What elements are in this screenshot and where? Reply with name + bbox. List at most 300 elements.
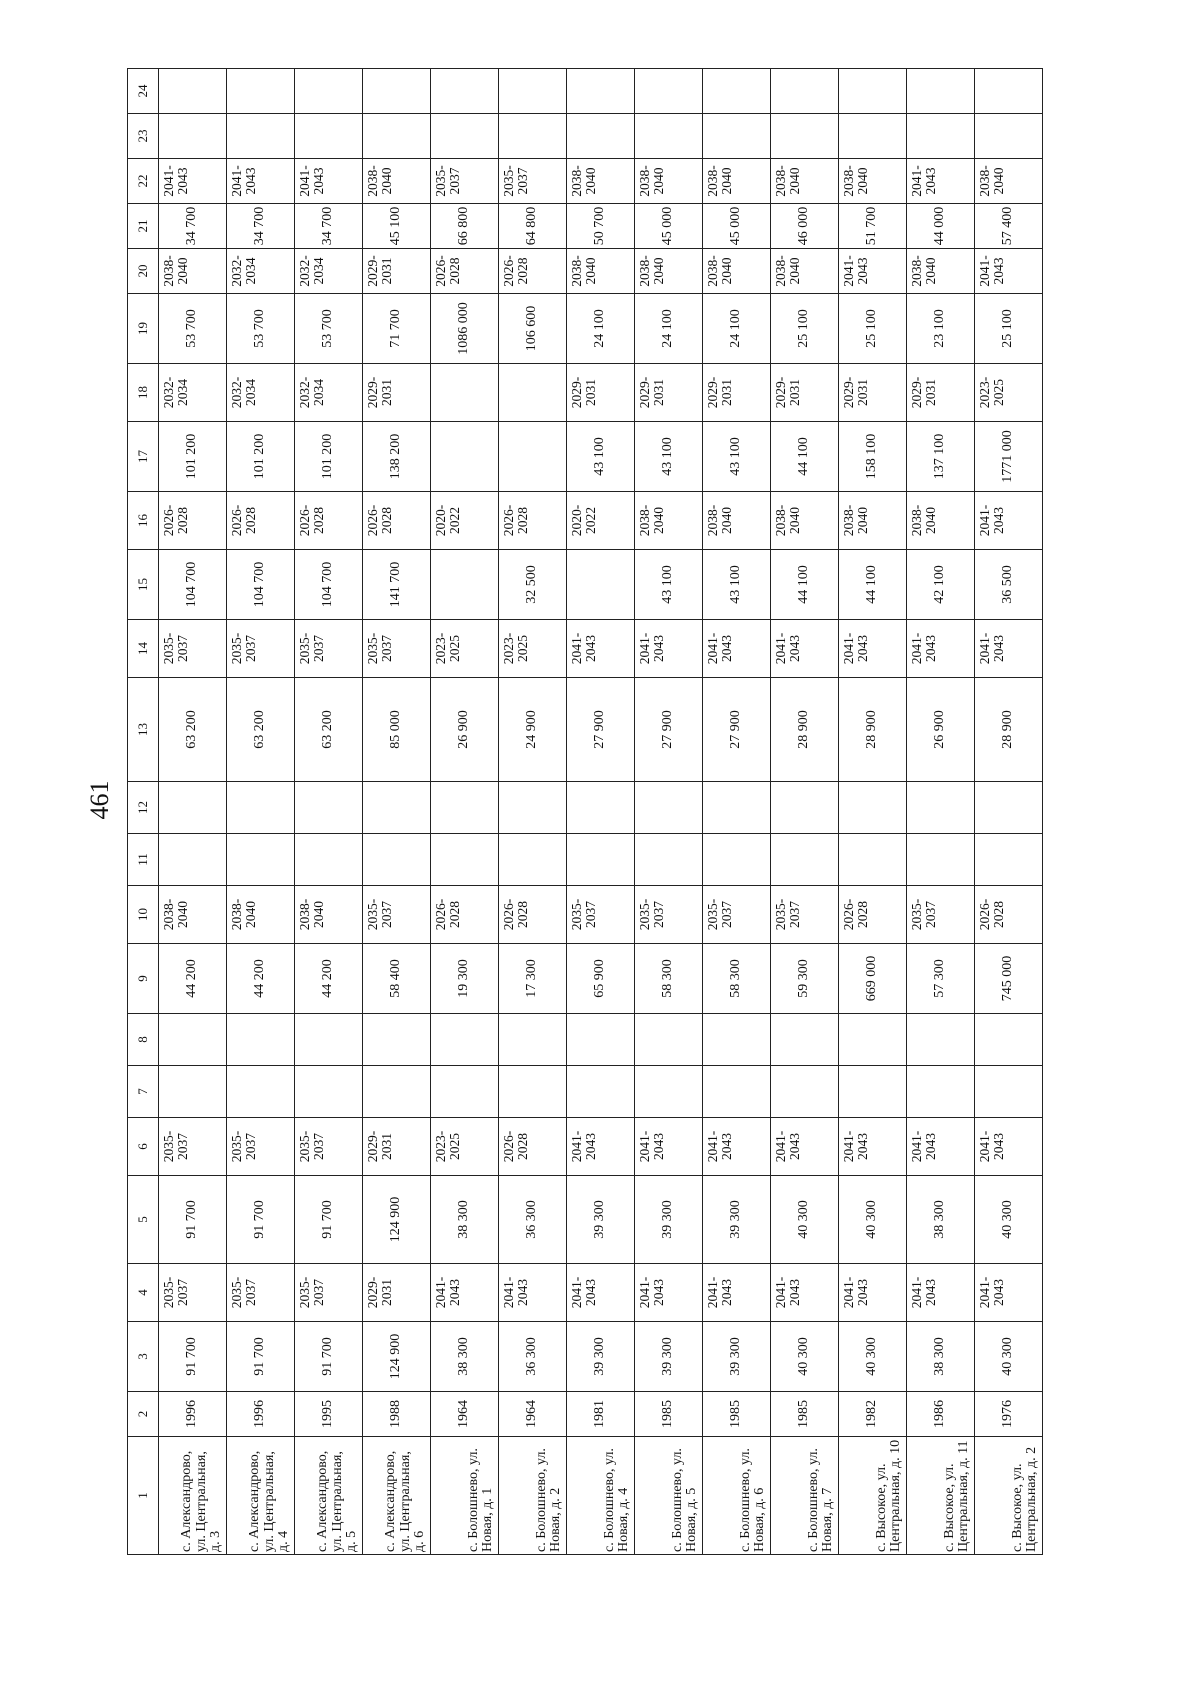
table-cell	[363, 1066, 431, 1118]
cost-cell: 23 100	[907, 294, 975, 364]
period-cell: 2041-2043	[975, 492, 1043, 550]
column-number-cell: 17	[128, 422, 159, 492]
cost-cell: 104 700	[227, 550, 295, 620]
period-cell: 2035-2037	[295, 1264, 363, 1322]
period-cell: 2029-2031	[363, 1118, 431, 1176]
period-cell: 2038-2040	[363, 159, 431, 204]
cost-cell: 19 300	[431, 944, 499, 1014]
cost-cell: 91 700	[159, 1322, 227, 1392]
column-number-cell: 13	[128, 678, 159, 782]
table-cell	[975, 834, 1043, 886]
period-cell: 2041-2043	[975, 620, 1043, 678]
cost-cell: 53 700	[159, 294, 227, 364]
cost-cell: 104 700	[295, 550, 363, 620]
table-row	[907, 69, 975, 1555]
cost-cell: 28 900	[771, 678, 839, 782]
cost-cell: 44 100	[771, 550, 839, 620]
table-cell	[703, 782, 771, 834]
cost-cell: 63 200	[295, 678, 363, 782]
address-cell: с. Александрово, ул. Центральная, д. 3	[159, 1437, 227, 1555]
address-cell: с. Болошнево, ул. Новая, д. 2	[499, 1437, 567, 1555]
period-cell: 2041-2043	[703, 1264, 771, 1322]
period-cell: 2041-2043	[703, 1118, 771, 1176]
address-cell: с. Высокое, ул. Центральная, д. 2	[975, 1437, 1043, 1555]
period-cell: 2023-2025	[975, 364, 1043, 422]
table-cell	[635, 114, 703, 159]
period-cell: 2038-2040	[703, 159, 771, 204]
cost-cell: 124 900	[363, 1176, 431, 1264]
period-cell: 2032-2034	[159, 364, 227, 422]
cost-cell: 45 000	[635, 204, 703, 249]
table-cell	[159, 782, 227, 834]
cost-cell: 39 300	[567, 1176, 635, 1264]
cost-cell: 36 300	[499, 1176, 567, 1264]
period-cell: 2041-2043	[703, 620, 771, 678]
cost-cell: 39 300	[635, 1176, 703, 1264]
period-cell: 2023-2025	[431, 1118, 499, 1176]
period-cell: 2035-2037	[159, 1264, 227, 1322]
table-cell	[295, 69, 363, 114]
address-cell: с. Высокое, ул. Центральная, д. 11	[907, 1437, 975, 1555]
period-cell: 2038-2040	[703, 249, 771, 294]
period-cell: 2035-2037	[499, 159, 567, 204]
table-cell	[907, 69, 975, 114]
period-cell: 2026-2028	[499, 1118, 567, 1176]
table-cell	[159, 69, 227, 114]
cost-cell: 58 300	[635, 944, 703, 1014]
address-cell: с. Болошнево, ул. Новая, д. 6	[703, 1437, 771, 1555]
period-cell: 2035-2037	[295, 1118, 363, 1176]
column-number-cell: 4	[128, 1264, 159, 1322]
period-cell: 2029-2031	[635, 364, 703, 422]
cost-cell: 63 200	[227, 678, 295, 782]
table-cell	[907, 114, 975, 159]
table-cell	[975, 69, 1043, 114]
period-cell: 2026-2028	[227, 492, 295, 550]
cost-cell: 66 800	[431, 204, 499, 249]
period-cell: 2029-2031	[771, 364, 839, 422]
cost-cell: 44 200	[159, 944, 227, 1014]
column-number-cell: 6	[128, 1118, 159, 1176]
table-cell	[363, 114, 431, 159]
column-number-cell: 21	[128, 204, 159, 249]
cost-cell: 39 300	[703, 1322, 771, 1392]
table-cell	[431, 69, 499, 114]
cost-cell: 39 300	[567, 1322, 635, 1392]
period-cell: 2035-2037	[159, 1118, 227, 1176]
period-cell: 2032-2034	[295, 249, 363, 294]
address-cell: с. Александрово, ул. Центральная, д. 4	[227, 1437, 295, 1555]
table-cell	[839, 1014, 907, 1066]
column-number-cell: 7	[128, 1066, 159, 1118]
period-cell: 2035-2037	[363, 886, 431, 944]
table-cell	[499, 834, 567, 886]
period-cell: 2038-2040	[771, 249, 839, 294]
cost-cell: 40 300	[771, 1176, 839, 1264]
build-year-cell: 1976	[975, 1392, 1043, 1437]
period-cell: 2041-2043	[839, 249, 907, 294]
cost-cell: 38 300	[907, 1176, 975, 1264]
cost-cell: 26 900	[907, 678, 975, 782]
cost-cell: 39 300	[635, 1322, 703, 1392]
table-cell	[499, 69, 567, 114]
period-cell: 2020-2022	[567, 492, 635, 550]
cost-cell: 24 100	[703, 294, 771, 364]
table-cell	[295, 114, 363, 159]
table-cell	[431, 834, 499, 886]
column-number-cell: 5	[128, 1176, 159, 1264]
column-number-cell: 20	[128, 249, 159, 294]
table-cell	[567, 782, 635, 834]
cost-cell: 101 200	[295, 422, 363, 492]
table-row	[635, 69, 703, 1555]
address-cell: с. Болошнево, ул. Новая, д. 4	[567, 1437, 635, 1555]
table-cell	[227, 1066, 295, 1118]
table-cell	[363, 1014, 431, 1066]
table-cell	[839, 69, 907, 114]
table-cell	[635, 782, 703, 834]
cost-cell: 58 300	[703, 944, 771, 1014]
cost-cell: 39 300	[703, 1176, 771, 1264]
period-cell: 2035-2037	[771, 886, 839, 944]
period-cell: 2038-2040	[839, 492, 907, 550]
period-cell	[499, 364, 567, 422]
period-cell: 2026-2028	[499, 249, 567, 294]
period-cell: 2041-2043	[839, 1264, 907, 1322]
period-cell: 2035-2037	[363, 620, 431, 678]
cost-cell: 32 500	[499, 550, 567, 620]
table-cell	[839, 1066, 907, 1118]
table-cell	[431, 782, 499, 834]
table-cell	[567, 114, 635, 159]
period-cell: 2029-2031	[567, 364, 635, 422]
cost-cell	[431, 422, 499, 492]
cost-cell: 44 000	[907, 204, 975, 249]
cost-cell: 64 800	[499, 204, 567, 249]
table-cell	[839, 114, 907, 159]
address-cell: с. Александрово, ул. Центральная, д. 5	[295, 1437, 363, 1555]
column-number-cell: 9	[128, 944, 159, 1014]
table-cell	[975, 782, 1043, 834]
build-year-cell: 1982	[839, 1392, 907, 1437]
period-cell: 2035-2037	[227, 1264, 295, 1322]
cost-cell: 91 700	[295, 1176, 363, 1264]
period-cell: 2026-2028	[431, 249, 499, 294]
table-cell	[295, 1066, 363, 1118]
build-year-cell: 1995	[295, 1392, 363, 1437]
table-cell	[363, 69, 431, 114]
table-cell	[635, 1066, 703, 1118]
period-cell: 2041-2043	[907, 620, 975, 678]
column-number-cell: 24	[128, 69, 159, 114]
cost-cell: 85 000	[363, 678, 431, 782]
period-cell: 2035-2037	[227, 1118, 295, 1176]
table-cell	[635, 834, 703, 886]
period-cell: 2035-2037	[703, 886, 771, 944]
table-cell	[907, 1014, 975, 1066]
table-cell	[227, 1014, 295, 1066]
period-cell: 2041-2043	[635, 1264, 703, 1322]
address-cell: с. Александрово, ул. Центральная, д. 6	[363, 1437, 431, 1555]
cost-cell: 38 300	[431, 1176, 499, 1264]
cost-cell: 106 600	[499, 294, 567, 364]
cost-cell	[567, 550, 635, 620]
cost-cell: 101 200	[227, 422, 295, 492]
period-cell: 2029-2031	[363, 249, 431, 294]
period-cell: 2038-2040	[567, 159, 635, 204]
table-container	[127, 84, 1067, 1555]
period-cell: 2026-2028	[159, 492, 227, 550]
table-row	[839, 69, 907, 1555]
table-cell	[499, 782, 567, 834]
cost-cell: 24 100	[567, 294, 635, 364]
table-cell	[567, 834, 635, 886]
table-cell	[975, 1014, 1043, 1066]
build-year-cell: 1996	[159, 1392, 227, 1437]
cost-cell: 27 900	[567, 678, 635, 782]
column-number-cell: 19	[128, 294, 159, 364]
period-cell: 2038-2040	[907, 249, 975, 294]
table-cell	[227, 782, 295, 834]
table-row	[227, 69, 295, 1555]
table-row	[703, 69, 771, 1555]
table-cell	[771, 1014, 839, 1066]
cost-cell: 50 700	[567, 204, 635, 249]
cost-cell: 43 100	[703, 550, 771, 620]
table-cell	[635, 1014, 703, 1066]
address-cell: с. Высокое, ул. Центральная, д. 10	[839, 1437, 907, 1555]
cost-cell: 42 100	[907, 550, 975, 620]
cost-cell: 36 500	[975, 550, 1043, 620]
table-cell	[703, 69, 771, 114]
period-cell: 2020-2022	[431, 492, 499, 550]
cost-cell: 36 300	[499, 1322, 567, 1392]
table-cell	[159, 834, 227, 886]
table-cell	[703, 1066, 771, 1118]
period-cell: 2041-2043	[567, 620, 635, 678]
period-cell: 2032-2034	[227, 364, 295, 422]
period-cell: 2035-2037	[635, 886, 703, 944]
cost-cell: 91 700	[295, 1322, 363, 1392]
cost-cell: 40 300	[975, 1322, 1043, 1392]
cost-cell: 24 100	[635, 294, 703, 364]
period-cell: 2038-2040	[771, 492, 839, 550]
cost-cell: 44 100	[771, 422, 839, 492]
column-number-cell: 3	[128, 1322, 159, 1392]
cost-cell: 40 300	[771, 1322, 839, 1392]
table-cell	[771, 782, 839, 834]
cost-cell: 46 000	[771, 204, 839, 249]
period-cell: 2035-2037	[295, 620, 363, 678]
build-year-cell: 1996	[227, 1392, 295, 1437]
build-year-cell: 1964	[499, 1392, 567, 1437]
build-year-cell: 1985	[703, 1392, 771, 1437]
period-cell: 2038-2040	[635, 159, 703, 204]
table-row	[771, 69, 839, 1555]
address-cell: с. Болошнево, ул. Новая, д. 1	[431, 1437, 499, 1555]
period-cell: 2038-2040	[907, 492, 975, 550]
cost-cell: 745 000	[975, 944, 1043, 1014]
cost-cell: 28 900	[975, 678, 1043, 782]
table-cell	[295, 782, 363, 834]
table-cell	[159, 1014, 227, 1066]
period-cell: 2038-2040	[703, 492, 771, 550]
period-cell: 2035-2037	[159, 620, 227, 678]
table-row	[567, 69, 635, 1555]
build-year-cell: 1985	[635, 1392, 703, 1437]
cost-cell: 63 200	[159, 678, 227, 782]
table-row	[363, 69, 431, 1555]
table-cell	[703, 114, 771, 159]
period-cell: 2038-2040	[159, 886, 227, 944]
cost-cell: 44 100	[839, 550, 907, 620]
table-cell	[499, 1014, 567, 1066]
period-cell: 2038-2040	[839, 159, 907, 204]
page-number: 461	[85, 780, 114, 820]
cost-cell: 91 700	[227, 1176, 295, 1264]
cost-cell: 17 300	[499, 944, 567, 1014]
table-cell	[159, 114, 227, 159]
cost-cell: 27 900	[703, 678, 771, 782]
table-cell	[839, 834, 907, 886]
column-number-cell: 2	[128, 1392, 159, 1437]
column-number-cell: 8	[128, 1014, 159, 1066]
period-cell: 2038-2040	[159, 249, 227, 294]
cost-cell: 53 700	[295, 294, 363, 364]
period-cell: 2032-2034	[295, 364, 363, 422]
build-year-cell: 1981	[567, 1392, 635, 1437]
period-cell: 2029-2031	[363, 364, 431, 422]
column-number-cell: 12	[128, 782, 159, 834]
period-cell: 2029-2031	[839, 364, 907, 422]
table-header-row	[128, 69, 159, 1555]
cost-cell: 59 300	[771, 944, 839, 1014]
period-cell: 2035-2037	[567, 886, 635, 944]
period-cell: 2041-2043	[907, 1118, 975, 1176]
cost-cell: 53 700	[227, 294, 295, 364]
cost-cell: 101 200	[159, 422, 227, 492]
cost-cell: 58 400	[363, 944, 431, 1014]
table-cell	[907, 782, 975, 834]
cost-cell: 40 300	[975, 1176, 1043, 1264]
build-year-cell: 1988	[363, 1392, 431, 1437]
table-cell	[567, 69, 635, 114]
cost-cell: 43 100	[635, 550, 703, 620]
cost-cell: 25 100	[975, 294, 1043, 364]
cost-cell: 44 200	[227, 944, 295, 1014]
table-cell	[975, 114, 1043, 159]
table-row	[295, 69, 363, 1555]
period-cell: 2032-2034	[227, 249, 295, 294]
table-cell	[431, 114, 499, 159]
table-cell	[295, 1014, 363, 1066]
table-cell	[771, 834, 839, 886]
build-year-cell: 1986	[907, 1392, 975, 1437]
table-row	[499, 69, 567, 1555]
cost-cell: 104 700	[159, 550, 227, 620]
cost-cell: 137 100	[907, 422, 975, 492]
period-cell: 2035-2037	[431, 159, 499, 204]
table-cell	[227, 69, 295, 114]
period-cell: 2029-2031	[703, 364, 771, 422]
period-cell	[431, 364, 499, 422]
period-cell: 2026-2028	[363, 492, 431, 550]
cost-cell: 24 900	[499, 678, 567, 782]
period-cell: 2035-2037	[227, 620, 295, 678]
cost-cell: 25 100	[771, 294, 839, 364]
cost-cell	[499, 422, 567, 492]
cost-cell: 28 900	[839, 678, 907, 782]
period-cell: 2041-2043	[771, 1118, 839, 1176]
cost-cell: 57 400	[975, 204, 1043, 249]
column-number-cell: 22	[128, 159, 159, 204]
period-cell: 2041-2043	[431, 1264, 499, 1322]
table-cell	[363, 782, 431, 834]
period-cell: 2041-2043	[839, 1118, 907, 1176]
table-cell	[703, 834, 771, 886]
table-cell	[771, 114, 839, 159]
cost-cell: 40 300	[839, 1176, 907, 1264]
table-cell	[771, 69, 839, 114]
build-year-cell: 1985	[771, 1392, 839, 1437]
table-cell	[499, 1066, 567, 1118]
period-cell: 2041-2043	[907, 159, 975, 204]
period-cell: 2041-2043	[635, 620, 703, 678]
column-number-cell: 1	[128, 1437, 159, 1555]
period-cell: 2026-2028	[975, 886, 1043, 944]
cost-cell: 124 900	[363, 1322, 431, 1392]
cost-cell: 26 900	[431, 678, 499, 782]
cost-cell: 138 200	[363, 422, 431, 492]
table-cell	[771, 1066, 839, 1118]
cost-cell: 57 300	[907, 944, 975, 1014]
cost-cell: 40 300	[839, 1322, 907, 1392]
period-cell: 2023-2025	[431, 620, 499, 678]
period-cell: 2026-2028	[499, 492, 567, 550]
cost-cell: 1086 000	[431, 294, 499, 364]
cost-cell: 44 200	[295, 944, 363, 1014]
column-number-cell: 16	[128, 492, 159, 550]
cost-cell: 45 000	[703, 204, 771, 249]
cost-cell: 669 000	[839, 944, 907, 1014]
period-cell: 2041-2043	[499, 1264, 567, 1322]
column-number-cell: 18	[128, 364, 159, 422]
table-cell	[635, 69, 703, 114]
table-cell	[907, 1066, 975, 1118]
table-cell	[431, 1014, 499, 1066]
period-cell: 2041-2043	[975, 1118, 1043, 1176]
column-number-cell: 10	[128, 886, 159, 944]
table-cell	[703, 1014, 771, 1066]
buildings-table	[127, 68, 1043, 1555]
cost-cell: 43 100	[567, 422, 635, 492]
column-number-cell: 23	[128, 114, 159, 159]
table-cell	[431, 1066, 499, 1118]
period-cell: 2026-2028	[839, 886, 907, 944]
table-cell	[839, 782, 907, 834]
cost-cell: 34 700	[159, 204, 227, 249]
period-cell: 2023-2025	[499, 620, 567, 678]
cost-cell: 38 300	[431, 1322, 499, 1392]
cost-cell: 158 100	[839, 422, 907, 492]
table-cell	[907, 834, 975, 886]
column-number-cell: 15	[128, 550, 159, 620]
cost-cell: 51 700	[839, 204, 907, 249]
table-cell	[567, 1066, 635, 1118]
cost-cell: 65 900	[567, 944, 635, 1014]
period-cell: 2038-2040	[771, 159, 839, 204]
period-cell: 2029-2031	[907, 364, 975, 422]
